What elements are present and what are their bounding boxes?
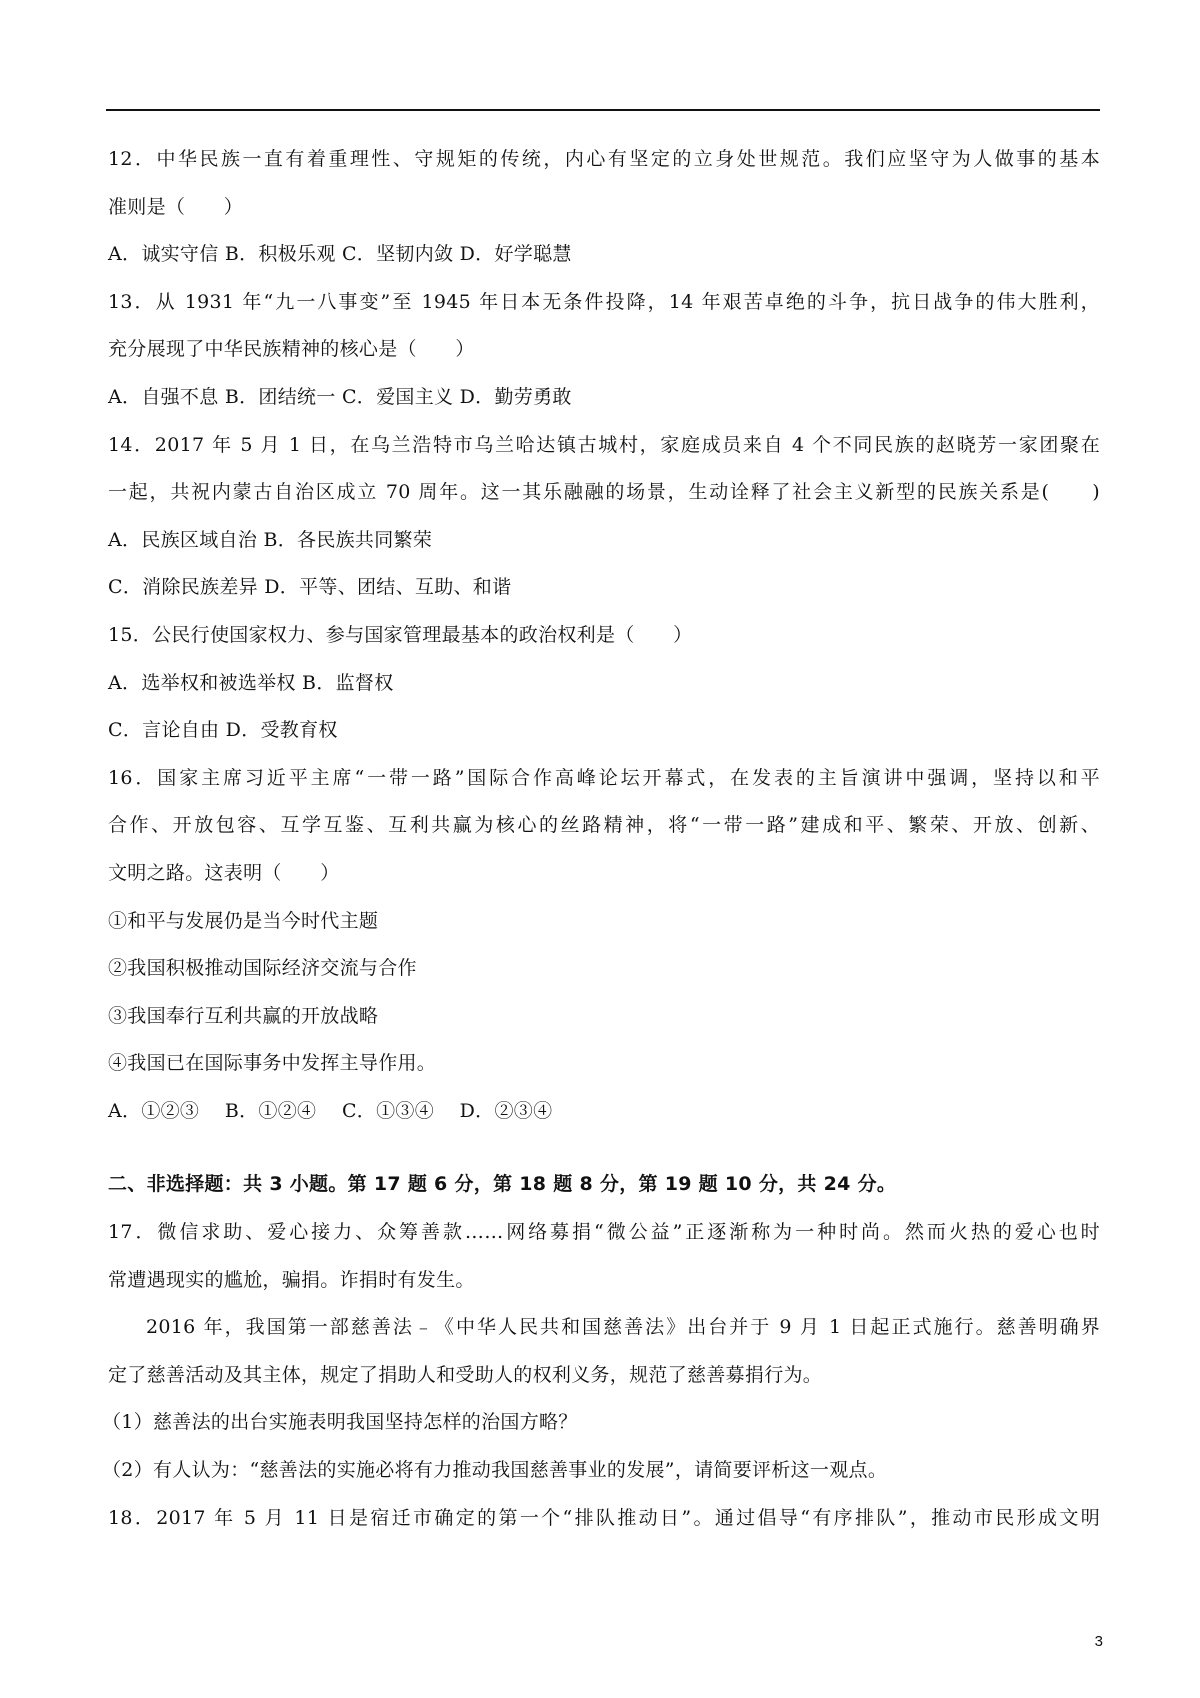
q14-stem-line2: 一起，共祝内蒙古自治区成立 70 周年。这一其乐融融的场景，生动诠释了社会主义新型的民族关系是( ) [108,481,1100,504]
page-number: 3 [1094,1633,1103,1650]
q14-stem-line1: 14．2017 年 5 月 1 日，在乌兰浩特市乌兰哈达镇古城村，家庭成员来自 4 个不同民族的赵晓芳一家团聚在 [108,433,1100,456]
q16-statement-2: ②我国积极推动国际经济交流与合作 [108,957,417,980]
q17-material-line1: 2016 年，我国第一部慈善法﹣《中华人民共和国慈善法》出台并于 9 月 1 日起正式施行。慈善明确界 [146,1316,1100,1339]
q17-stem-line1: 17．微信求助、爱心接力、众筹善款……网络募捐“微公益”正逐渐称为一种时尚。然而火热的爱心也时 [108,1221,1100,1244]
q15-stem: 15．公民行使国家权力、参与国家管理最基本的政治权利是（ ） [108,623,693,646]
q14-options-cd: C．消除民族差异 D．平等、团结、互助、和谐 [108,576,512,599]
q18-stem-line1: 18．2017 年 5 月 11 日是宿迁市确定的第一个“排队推动日”。通过倡导“有序排队”，推动市民形成文明 [108,1506,1100,1529]
section-gap [108,1145,1100,1171]
q12-stem-line2: 准则是（ ） [108,195,244,218]
q12-options: A．诚实守信 B．积极乐观 C．坚韧内敛 D．好学聪慧 [108,243,572,266]
document-body [102,146,1100,1552]
q13-stem-line1: 13．从 1931 年“九一八事变”至 1945 年日本无条件投降，14 年艰苦卓绝的斗争，抗日战争的伟大胜利， [108,290,1100,313]
q17-subquestion-1: （1）慈善法的出台实施表明我国坚持怎样的治国方略？ [102,1411,578,1434]
q17-material-line2: 定了慈善活动及其主体，规定了捐助人和受助人的权利义务，规范了慈善募捐行为。 [108,1363,823,1386]
q15-options-cd: C．言论自由 D．受教育权 [108,719,338,742]
q13-options: A．自强不息 B．团结统一 C．爱国主义 D．勤劳勇敢 [108,385,572,408]
q16-stem-line1: 16．国家主席习近平主席“一带一路”国际合作高峰论坛开幕式，在发表的主旨演讲中强调，坚持以和平 [108,766,1100,789]
q16-statement-1: ①和平与发展仍是当今时代主题 [108,909,379,932]
q13-stem-line2: 充分展现了中华民族精神的核心是（ ） [108,338,475,361]
q17-subquestion-2: （2）有人认为：“慈善法的实施必将有力推动我国慈善事业的发展”，请简要评析这一观点。 [102,1459,888,1482]
header-rule [106,109,1100,111]
q16-options: A．①②③ B．①②④ C．①③④ D．②③④ [108,1099,553,1122]
section-2-heading: 二、非选择题：共 3 小题。第 17 题 6 分，第 18 题 8 分，第 19 题 10 分，共 24 分。 [108,1173,897,1196]
q12-stem-line1: 12．中华民族一直有着重理性、守规矩的传统，内心有坚定的立身处世规范。我们应坚守为人做事的基本 [108,148,1100,170]
q15-options-ab: A．选举权和被选举权 B．监督权 [108,671,394,694]
q14-options-ab: A．民族区域自治 B．各民族共同繁荣 [108,528,433,551]
q16-stem-line3: 文明之路。这表明（ ） [108,861,340,884]
q16-statement-3: ③我国奉行互利共赢的开放战略 [108,1004,379,1027]
q17-stem-line2: 常遭遇现实的尴尬，骗捐。诈捐时有发生。 [108,1268,475,1291]
q16-stem-line2: 合作、开放包容、互学互鉴、互利共赢为核心的丝路精神，将“一带一路”建成和平、繁荣、开放、创新、 [108,814,1100,837]
q16-statement-4: ④我国已在国际事务中发挥主导作用。 [108,1052,437,1075]
